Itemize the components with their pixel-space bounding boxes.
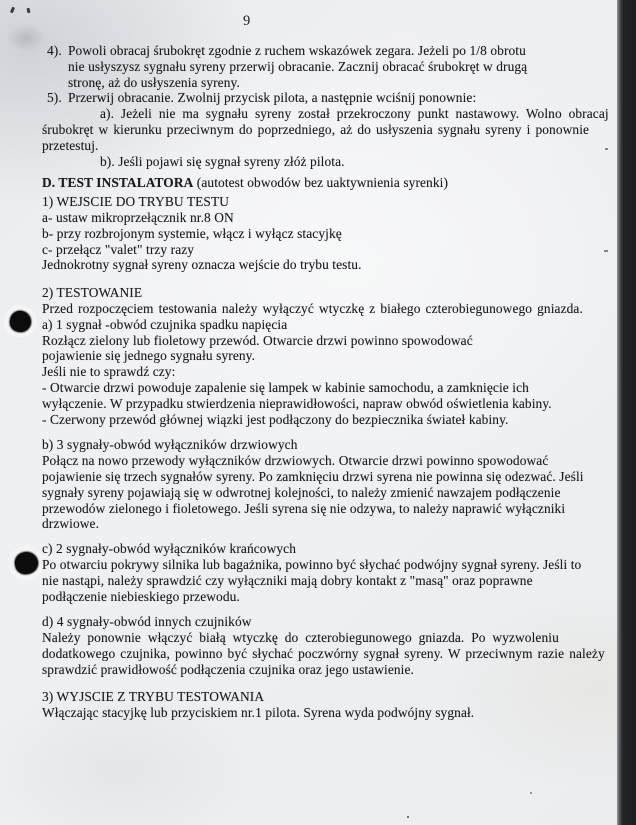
list-marker-4: 4). — [47, 43, 62, 58]
section-d-sub1: 1) WEJSCIE DO TRYBU TESTU — [42, 194, 230, 210]
list-item-4 — [42, 43, 596, 59]
ink-speck — [605, 148, 608, 150]
punch-hole-dot — [14, 551, 40, 576]
ink-speck — [530, 792, 532, 794]
test-c-title: c) 2 sygnały-obwód wyłączników krańcowych — [42, 541, 296, 557]
body-line: przetestuj. — [42, 137, 99, 153]
test-a-title: a) 1 sygnał -obwód czujnika spadku napięcia — [42, 316, 288, 332]
section-2-title: 2) TESTOWANIE — [42, 285, 143, 301]
test-b-title: b) 3 sygnały-obwód wyłączników drzwiowych — [42, 437, 298, 453]
body-line: Po otwarciu pokrywy silnika lub bagażnika, powinno być słychać podwójny sygnał syreny. Jeśli to — [42, 556, 582, 572]
body-line: sprawdzić prawidłowość podłączenia czujnika oraz jego ustawienie. — [42, 661, 414, 677]
body-line: a- ustaw mikroprzełącznik nr.8 ON — [42, 209, 234, 225]
body-line: Jeśli nie to sprawdź czy: — [42, 364, 176, 380]
body-line: sygnały syreny pojawiają się w odwrotnej kolejności, to należy zmienić nawzajem podłączenie — [42, 484, 561, 500]
body-line: dodatkowego czujnika, powinno być słychać poczwórny sygnał syreny. W przeciwnym razie należy — [42, 645, 605, 661]
body-line: podłączenie niebieskiego przewodu. — [42, 588, 240, 604]
body-line: Należy ponownie włączyć białą wtyczkę do czterobiegunowego gniazda. Po wyzwoleniu — [42, 630, 559, 646]
body-line: nie usłyszysz sygnału syreny przerwij obracanie. Zacznij obracać śrubokręt w drugą — [68, 58, 528, 74]
body-line: stronę, aż do usłyszenia syreny. — [68, 74, 240, 90]
body-line: c- przełącz "valet" trzy razy — [42, 241, 195, 257]
body-line: pojawienie się jednego sygnału syreny. — [42, 348, 256, 364]
list-item-5 — [42, 90, 596, 106]
section-3-title: 3) WYJSCIE Z TRYBU TESTOWANIA — [42, 689, 265, 705]
punch-hole-dot — [8, 309, 33, 334]
body-line: nie nastąpi, należy sprawdzić czy wyłączniki mają dobry kontakt z "masą" oraz poprawne — [42, 572, 533, 588]
body-line: Połącz na nowo przewody wyłączników drzwiowych. Otwarcie drzwi powinno spowodować — [42, 453, 549, 469]
body-line: Powoli obracaj śrubokręt zgodnie z ruchem wskazówek zegara. Jeżeli po 1/8 obrotu — [68, 43, 526, 58]
body-line: pojawienie się trzech sygnałów syreny. Po zamknięciu drzwi syrena nie powinna się odezwać. Jeśli — [42, 468, 584, 484]
test-d-title: d) 4 sygnały-obwód innych czujników — [42, 614, 252, 630]
body-line: b). Jeśli pojawi się sygnał syreny złóż pilota. — [100, 153, 345, 169]
body-line: - Otwarcie drzwi powoduje zapalenie się lampek w kabinie samochodu, a zamknięcie ich — [42, 379, 529, 395]
body-line: - Czerwony przewód głównej wiązki jest podłączony do bezpiecznika świateł kabiny. — [42, 411, 509, 427]
body-line: przewodów zielonego i fioletowego. Jeśli syrena się nie odzywa, to należy naprawić wyłączniki — [42, 500, 566, 516]
ink-speck — [604, 250, 608, 252]
body-line: a). Jeżeli nie ma sygnału syreny został przekroczony punkt nastawowy. Wolno obracaj — [100, 106, 609, 122]
document-body — [42, 43, 609, 721]
scan-edge-black-band — [617, 0, 636, 825]
body-line: drzwiowe. — [42, 516, 100, 532]
ink-speck — [407, 816, 409, 818]
scan-smudge — [6, 24, 46, 52]
section-d-title: D. TEST INSTALATORA — [42, 175, 194, 191]
section-d-subtitle: (autotest obwodów bez uaktywnienia syrenki) — [193, 175, 449, 191]
body-line: Jednokrotny sygnał syreny oznacza wejście do trybu testu. — [42, 257, 362, 273]
body-line: śrubokręt w kierunku przeciwnym do poprzedniego, aż do usłyszenia sygnału syreny i ponownie — [42, 121, 590, 137]
body-line: wyłączenie. W przypadku stwierdzenia nieprawidłowości, napraw obwód oświetlenia kabiny. — [42, 395, 552, 411]
page-number: 9 — [243, 13, 251, 29]
list-marker-5: 5). — [47, 90, 62, 106]
body-line: b- przy rozbrojonym systemie, włącz i wyłącz stacyjkę — [42, 225, 342, 241]
ink-speck — [10, 7, 15, 14]
body-line: Włączając stacyjkę lub przyciskiem nr.1 pilota. Syrena wyda podwójny sygnał. — [42, 705, 475, 721]
section-d-heading — [42, 175, 596, 191]
body-line: Przed rozpoczęciem testowania należy wyłączyć wtyczkę z białego czterobiegunowego gniazda. — [42, 300, 583, 316]
body-line: Przerwij obracanie. Zwolnij przycisk pilota, a następnie wciśnij ponownie: — [68, 90, 477, 106]
ink-speck — [27, 8, 31, 14]
body-line: Rozłącz zielony lub fioletowy przewód. Otwarcie drzwi powinno spowodować — [42, 332, 473, 348]
